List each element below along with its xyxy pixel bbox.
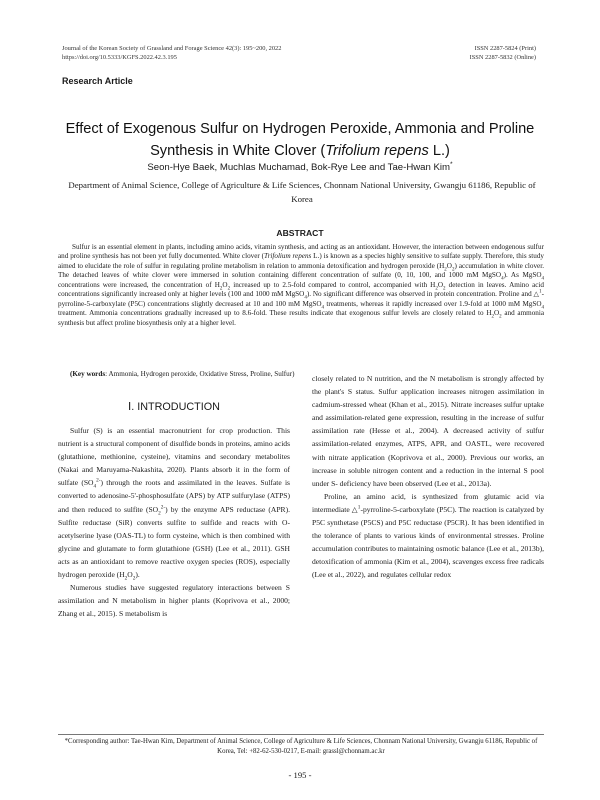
- intro-paragraph-3: closely related to N nutrition, and the N metabolism is strongly affected by the plant's S status. Sulfur application increases nitrogen assimilation in cadmium-stressed wheat (Khan et al., 2015). Nitrate increases sulfur uptake and assimilation-related gene expression, resulting in the increase of sulfur assimilation rate (Hesse et al., 2004). A decreased activity of sulfur assimilation-related enzymes, ATPS, APR, and OASTL, were recovered with nitrate application (Koprivova et al., 2000). Previous our works, an increase in soluble nitrogen content and a reduction in the internal S pool under S- deficiency have been observed (Lee et al., 2013a).: [312, 374, 544, 488]
- abstract-body: Sulfur is an essential element in plants, including amino acids, vitamin synthesis, and acting as an antioxidant. However, the interaction between endogenous sulfur and proline synthesis has not been yet fully documented. White clover (Trifolium repens L.) is known as a species highly sensitive to sulfate supply. Therefore, this study aimed to elucidate the role of sulfur in regulating proline metabolism in relation to ammonia detoxification and hydrogen peroxide $(H_2O_2)$ accumulation in white clover. The detached leaves of white clover were immersed in solution containing different concentration of sulfate (0, 10, 100, and 1000 mM MgSO$_4$). As MgSO$_4$ concentrations were increased, the concentration of $H_2O_2$ increased up to 2.5-fold compared to control, accompanied with $H_2O_2$ detection in leaves. Amino acid concentrations significantly increased only at higher levels (100 and 1000 mM MgSO$_4$). No significant difference was observed in protein concentration. Proline and △$^1$-pyrroline-5-carboxylate (P5C) concentrations slightly decreased at 10 and 100 mM MgSO$_4$ treatments, whereas it rapidly increased over 1.9-fold at 1000 mM MgSO$_4$ treatment. Ammonia concentrations gradually increased up to 8.6-fold. These results indicate that exogenous sulfur levels are closely related to $H_2O_2$ and ammonia synthesis but affect proline biosynthesis only at a higher level.: [58, 243, 545, 327]
- article-type: Research Article: [62, 76, 133, 86]
- abstract-heading: ABSTRACT: [276, 228, 324, 238]
- introduction-heading: Ⅰ. INTRODUCTION: [128, 401, 220, 413]
- affiliation: Department of Animal Science, College of Agriculture & Life Sciences, Chonnam National University, Gwangju 61186, Republic of Korea: [68, 180, 536, 204]
- intro-paragraph-2: Numerous studies have suggested regulatory interactions between S assimilation and N metabolism in higher plants (Koprivova et al., 2000; Zhang et al., 2015). S metabolism is: [58, 583, 290, 619]
- issn-block: [470, 44, 536, 62]
- footnote-divider: [58, 734, 544, 735]
- journal-header: [62, 44, 281, 62]
- keywords-label: (Key words: [70, 370, 106, 378]
- author-list: Seon-Hye Baek, Muchlas Muchamad, Bok-Rye Lee and Tae-Hwan Kim*: [147, 160, 453, 173]
- left-column: [58, 424, 290, 620]
- corresponding-author-footnote: *Corresponding author: Tae-Hwan Kim, Department of Animal Science, College of Agriculture & Life Sciences, Chonnam National University, Gwangju 61186, Republic of Korea, Tel: +82-62-530-0217, E-mail: grassl@chonnam.ac.kr: [64, 738, 538, 755]
- title-line-1: Effect of Exogenous Sulfur on Hydrogen Peroxide, Ammonia and Proline: [65, 121, 535, 137]
- title-line-2: Synthesis in White Clover (Trifolium repens L.): [150, 143, 450, 159]
- right-column: [312, 372, 544, 582]
- issn-print: ISSN 2287-5824 (Print): [474, 45, 536, 52]
- doi-link[interactable]: https://doi.org/10.5333/KGFS.2022.42.3.195: [62, 54, 177, 61]
- page-number: - 195 -: [288, 770, 312, 780]
- keywords: (Key words: Ammonia, Hydrogen peroxide, Oxidative Stress, Proline, Sulfur): [70, 370, 295, 378]
- species-name: Trifolium repens: [325, 143, 429, 159]
- issn-online: ISSN 2287-5832 (Online): [469, 54, 536, 61]
- intro-paragraph-1: Sulfur (S) is an essential macronutrient for crop production. This nutrient is a structural component of disulfide bonds in proteins, amino acids (glutathione, methionine, cysteine), vitamins and secondary metabolites (Nakai and Maruyama-Nakashita, 2020). Plants absorb it in the form of sulfate $(SO_4^{2-})$ through the roots and assimilated in the leaves. Sulfate is converted to adenosine-5'-phosphosulfate (APS) by ATP sulfurylase (ATPS) and then reduced to sulfite $(SO_2^{2-})$ by the enzyme APS reductase (APR). Sulfite reductase (SiR) converts sulfite to sulfide and reacts with O-acetylserine lyase (OAS-TL) to form cysteine, which is then combined with glycine and glutamate to form glutathione (GSH) (Lee et al., 2011). GSH acts as an antioxidant to remove reactive oxygen species (ROS), especially hydrogen peroxide $(H_2O_2)$.: [58, 426, 290, 582]
- paper-title: [40, 118, 560, 162]
- journal-citation: Journal of the Korean Society of Grassland and Forage Science 42(3): 195~200, 2022: [62, 45, 282, 52]
- intro-paragraph-4: Proline, an amino acid, is synthesized from glutamic acid via intermediate △$^1$-pyrroline-5-carboxylate (P5C). The reaction is catalyzed by P5C synthetase (P5CS) and P5C reductase (P5CR). It has been identified in the tolerance of plants to various kinds of environmental stresses. Proline accumulation contributes to maintaining osmotic balance (Lee et al., 2013b), detoxification of ammonia (Kim et al., 2004), scavenges excess free radicals (Lee et al., 2022), and regulates cellular redox: [312, 491, 544, 580]
